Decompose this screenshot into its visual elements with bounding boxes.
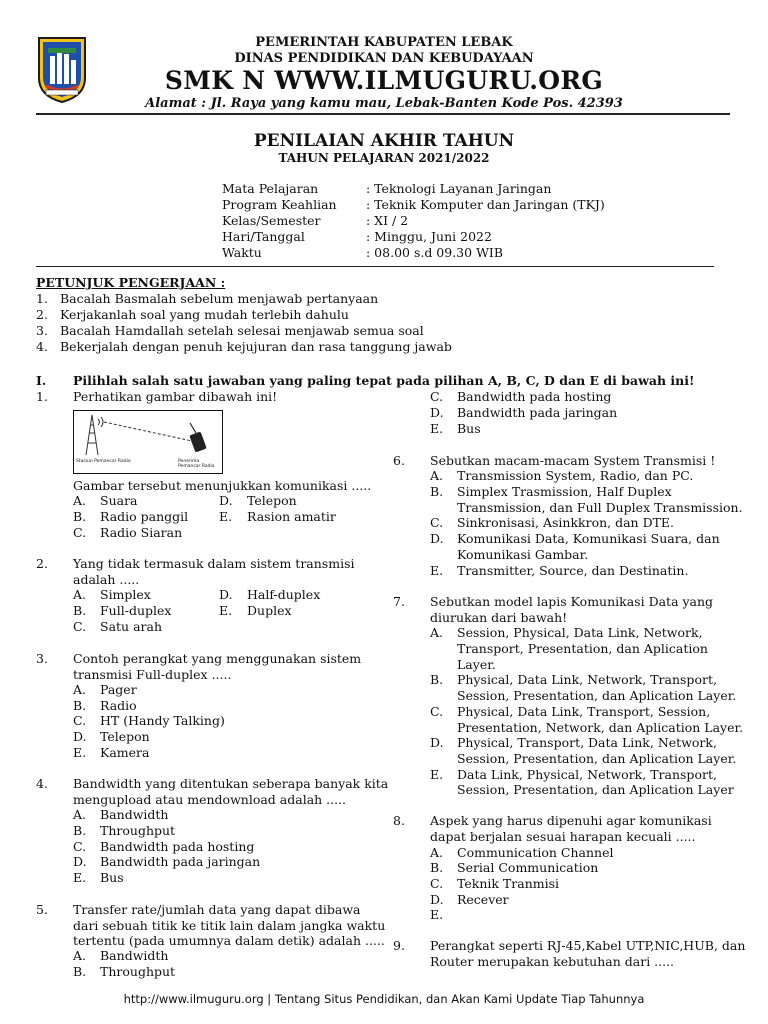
option-text: Recever (457, 892, 509, 907)
option-text: Transmission System, Radio, dan PC. (457, 468, 694, 483)
option-text: Bandwidth pada hosting (457, 389, 612, 404)
option-text: Transmission, dan Full Duplex Transmission. (457, 500, 743, 515)
option-key: C. (73, 619, 87, 634)
instruction-number: 2. (36, 307, 48, 322)
option-key: B. (73, 823, 87, 838)
question-text: dari sebuah titik ke titik lain dalam jangka waktu (73, 918, 386, 933)
dept-name: DINAS PENDIDIKAN DAN KEBUDAYAAN (234, 51, 534, 66)
option-key: E. (219, 603, 233, 618)
option-key: E. (73, 745, 87, 760)
option-key: C. (430, 704, 444, 719)
question-text: Transfer rate/jumlah data yang dapat dibawa (73, 902, 361, 917)
option-key: E. (430, 563, 444, 578)
question-number: 6. (393, 453, 405, 468)
option-text: Bandwidth pada jaringan (457, 405, 618, 420)
option-text: Suara (100, 493, 138, 508)
question-text: adalah ..... (73, 572, 140, 587)
option-text: Telepon (247, 493, 297, 508)
option-text: Physical, Transport, Data Link, Network, (457, 735, 717, 750)
option-text: Full-duplex (100, 603, 172, 618)
option-key: D. (73, 854, 87, 869)
option-text: Bandwidth (100, 948, 169, 963)
option-text: Transport, Presentation, dan Aplication (457, 641, 708, 656)
option-text: Session, Presentation, dan Aplication Layer. (457, 688, 737, 703)
option-key: A. (73, 587, 87, 602)
info-value: : Teknologi Layanan Jaringan (366, 181, 552, 196)
option-text: Throughput (100, 823, 176, 838)
figure-label-right: Penerima Pemancar Radio (178, 459, 215, 469)
info-label: Mata Pelajaran (222, 181, 319, 196)
option-text: Komunikasi Data, Komunikasi Suara, dan (457, 531, 720, 546)
option-key: C. (73, 839, 87, 854)
info-label: Waktu (222, 245, 262, 260)
exam-title: PENILAIAN AKHIR TAHUN (253, 131, 515, 151)
question-text: Sebutkan model lapis Komunikasi Data yang (430, 594, 714, 609)
option-text: Throughput (100, 964, 176, 979)
option-key: B. (430, 484, 444, 499)
option-text: Presentation, Network, dan Aplication Layer. (457, 720, 744, 735)
option-key: E. (430, 907, 444, 922)
info-value: : Teknik Komputer dan Jaringan (TKJ) (366, 197, 605, 212)
option-text: Simplex Trasmission, Half Duplex (457, 484, 672, 499)
instruction-text: Bacalah Hamdallah setelah selesai menjawab semua soal (60, 323, 424, 338)
question-number: 5. (36, 902, 48, 917)
question-text: tertentu (pada umumnya dalam detik) adalah ..... (73, 933, 385, 948)
info-value: : 08.00 s.d 09.30 WIB (366, 245, 504, 260)
option-text: Bus (100, 870, 124, 885)
option-text: Kamera (100, 745, 150, 760)
question-text: Perangkat seperti RJ-45,Kabel UTP,NIC,HUB, dan (430, 938, 746, 953)
school-name: SMK N WWW.ILMUGURU.ORG (164, 66, 604, 95)
info-label: Kelas/Semester (222, 213, 321, 228)
option-text: Communication Channel (457, 845, 614, 860)
option-key: B. (73, 964, 87, 979)
question-number: 9. (393, 938, 405, 953)
option-text: Teknik Tranmisi (457, 876, 560, 891)
info-divider (36, 266, 714, 267)
option-key: D. (430, 892, 444, 907)
option-text: Bandwidth (100, 807, 169, 822)
option-key: C. (73, 525, 87, 540)
question-number: 3. (36, 651, 48, 666)
question-text: Sebutkan macam-macam System Transmisi ! (430, 453, 716, 468)
option-key: D. (430, 531, 444, 546)
option-text: Bandwidth pada jaringan (100, 854, 261, 869)
question-number: 7. (393, 594, 405, 609)
option-key: A. (430, 625, 444, 640)
instruction-text: Bacalah Basmalah sebelum menjawab pertanyaan (60, 291, 379, 306)
section-instruction: Pilihlah salah satu jawaban yang paling tepat pada pilihan A, B, C, D dan E di bawah ini! (73, 373, 695, 388)
instruction-number: 1. (36, 291, 48, 306)
gov-name: PEMERINTAH KABUPATEN LEBAK (255, 35, 513, 50)
question-text: Contoh perangkat yang menggunakan sistem (73, 651, 362, 666)
option-text: HT (Handy Talking) (100, 713, 225, 728)
option-text: Satu arah (100, 619, 162, 634)
option-key: D. (73, 729, 87, 744)
question-text: Bandwidth yang ditentukan seberapa banyak kita (73, 776, 389, 791)
header-divider (36, 113, 730, 115)
question-text: mengupload atau mendownload adalah ..... (73, 792, 347, 807)
question-number: 8. (393, 813, 405, 828)
instruction-number: 3. (36, 323, 48, 338)
option-text: Radio (100, 698, 137, 713)
question-text: Gambar tersebut menunjukkan komunikasi ..... (73, 478, 372, 493)
option-text: Physical, Data Link, Transport, Session, (457, 704, 711, 719)
transmission-illustration (74, 411, 222, 457)
option-key: B. (430, 860, 444, 875)
option-text: Serial Communication (457, 860, 599, 875)
option-text: Session, Presentation, dan Aplication Layer (457, 782, 734, 797)
option-key: B. (430, 672, 444, 687)
option-text: Simplex (100, 587, 151, 602)
question-text: dapat berjalan sesuai harapan kecuali ..... (430, 829, 696, 844)
option-key: A. (73, 682, 87, 697)
question-number: 1. (36, 389, 48, 404)
instruction-text: Bekerjalah dengan penuh kejujuran dan rasa tanggung jawab (60, 339, 452, 354)
instruction-number: 4. (36, 339, 48, 354)
option-key: B. (73, 698, 87, 713)
instruction-text: Kerjakanlah soal yang mudah terlebih dahulu (60, 307, 349, 322)
option-text: Pager (100, 682, 137, 697)
question-text: Router merupakan kebutuhan dari ..... (430, 954, 675, 969)
option-key: D. (219, 493, 233, 508)
option-key: C. (430, 876, 444, 891)
option-key: B. (73, 603, 87, 618)
option-text: Session, Presentation, dan Aplication Layer. (457, 751, 737, 766)
option-text: Radio Siaran (100, 525, 183, 540)
question-text: diurukan dari bawah! (430, 610, 568, 625)
option-key: A. (73, 807, 87, 822)
option-text: Duplex (247, 603, 292, 618)
question-text: Perhatikan gambar dibawah ini! (73, 389, 278, 404)
info-label: Hari/Tanggal (222, 229, 305, 244)
option-text: Transmitter, Source, dan Destinatin. (457, 563, 689, 578)
school-address: Alamat : Jl. Raya yang kamu mau, Lebak-Banten Kode Pos. 42393 (145, 96, 623, 111)
question-text: Aspek yang harus dipenuhi agar komunikasi (430, 813, 712, 828)
question-number: 2. (36, 556, 48, 571)
option-key: A. (430, 468, 444, 483)
option-text: Rasion amatir (247, 509, 336, 524)
option-key: D. (219, 587, 233, 602)
option-text: Sinkronisasi, Asinkkron, dan DTE. (457, 515, 675, 530)
option-key: A. (73, 493, 87, 508)
option-key: D. (430, 405, 444, 420)
info-value: : Minggu, Juni 2022 (366, 229, 492, 244)
figure-label-left: Stasiun Pemancar Radio (76, 459, 131, 464)
option-text: Physical, Data Link, Network, Transport, (457, 672, 717, 687)
option-text: Half-duplex (247, 587, 321, 602)
option-key: E. (430, 767, 444, 782)
instructions-heading: PETUNJUK PENGERJAAN : (36, 275, 226, 290)
info-label: Program Keahlian (222, 197, 337, 212)
option-text: Data Link, Physical, Network, Transport, (457, 767, 717, 782)
option-key: E. (219, 509, 233, 524)
option-text: Session, Physical, Data Link, Network, (457, 625, 703, 640)
option-key: C. (430, 515, 444, 530)
question-number: 4. (36, 776, 48, 791)
radio-transmission-figure (73, 410, 223, 474)
option-key: E. (430, 421, 444, 436)
footer-link[interactable]: http://www.ilmuguru.org | Tentang Situs Pendidikan, dan Akan Kami Update Tiap Tahunnya (123, 992, 645, 1006)
option-text: Komunikasi Gambar. (457, 547, 589, 562)
option-key: A. (73, 948, 87, 963)
option-key: A. (430, 845, 444, 860)
question-text: transmisi Full-duplex ..... (73, 667, 232, 682)
option-key: C. (73, 713, 87, 728)
option-key: D. (430, 735, 444, 750)
option-text: Radio panggil (100, 509, 189, 524)
info-value: : XI / 2 (366, 213, 409, 228)
option-text: Layer. (457, 657, 496, 672)
option-text: Bus (457, 421, 481, 436)
option-text: Bandwidth pada hosting (100, 839, 255, 854)
option-key: E. (73, 870, 87, 885)
option-key: B. (73, 509, 87, 524)
option-key: C. (430, 389, 444, 404)
exam-year: TAHUN PELAJARAN 2021/2022 (278, 151, 490, 165)
section-number: I. (36, 373, 47, 388)
question-text: Yang tidak termasuk dalam sistem transmisi (73, 556, 355, 571)
option-text: Telepon (100, 729, 150, 744)
